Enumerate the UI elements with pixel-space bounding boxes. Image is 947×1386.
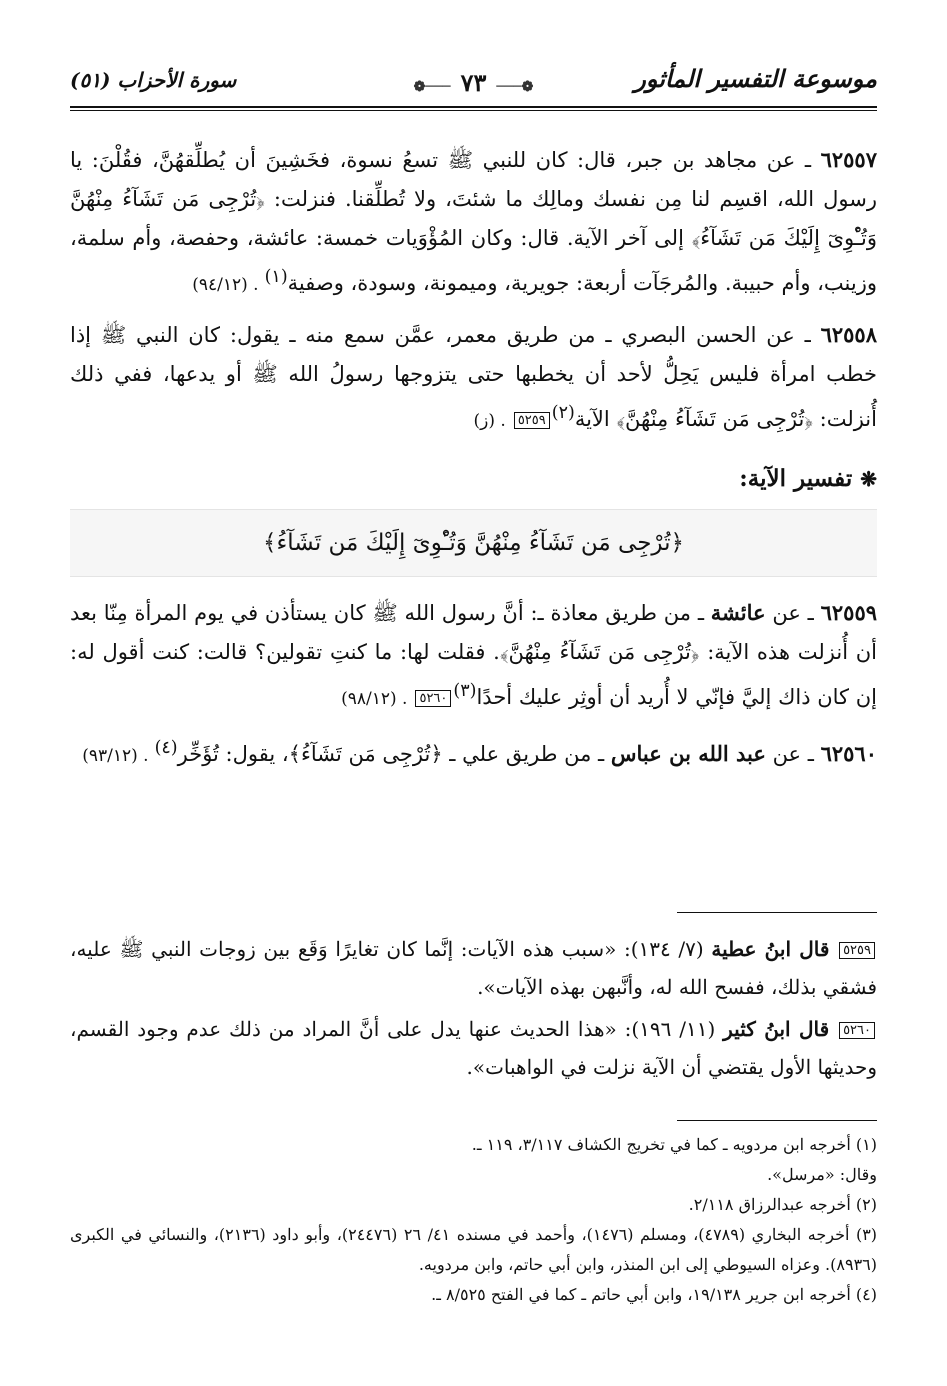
footnote-marker: (٢) bbox=[551, 403, 575, 423]
comment-author: قال ابنُ عطية bbox=[711, 937, 830, 961]
hadith-lead: ـ عن bbox=[772, 601, 814, 625]
comment-text: (١١/ ١٩٦): «هذا الحديث عنها يدل على أنَّ المراد من ذلك عدم وجود القسم، وحديثها الأول يقتضي أن الآية نزلت في الواهبات». bbox=[70, 1017, 877, 1079]
verse-text: ﴿تُرْجِى مَن تَشَآءُ مِنْهُنَّ وَتُـْٔوِىٓ إِلَيْكَ مَن تَشَآءُ﴾ bbox=[263, 530, 684, 556]
hadith-reference: . (٩٣/١٢) bbox=[82, 746, 149, 766]
hadith-text: ـ عن الحسن البصري ـ من طريق معمر، عمَّن سمع منه ـ يقول: كان النبي ﷺ إذا خطب امرأة فليس يَحِلُّ لأحد أن يخطبها حتى يتزوجها رسولُ الله ﷺ أو يدعها، ففي ذلك أُنزلت: ﴿تُرْجِى مَن تَشَآءُ مِنْهُنَّ﴾ الآية bbox=[70, 323, 877, 431]
hadith-number: ٦٢٥٥٧ bbox=[820, 147, 877, 172]
hadith-number: ٦٢٥٥٩ bbox=[820, 600, 878, 625]
main-text bbox=[70, 140, 877, 786]
section-heading bbox=[70, 465, 877, 505]
hadith-reference: . (٩٤/١٢) bbox=[192, 275, 259, 295]
flower-ornament-icon: ❋ bbox=[860, 467, 877, 491]
header-rule bbox=[70, 106, 877, 108]
footnote-3: (٣) أخرجه البخاري (٤٧٨٩)، ومسلم (١٤٧٦)، وأحمد في مسنده ٤١/ ٢٦ (٢٤٤٧٦)، وأبو داود (٢١٣٦)، والنسائي في الكبرى (٨٩٣٦). وعزاه السيوطي إلى ابن المنذر، وابن أبي حاتم، وابن مردويه. bbox=[70, 1225, 878, 1274]
ornament-right-icon: ───❁ bbox=[496, 79, 534, 95]
book-title: موسوعة التفسير المأثور bbox=[634, 64, 877, 93]
hadith-text: ـ عن مجاهد بن جبر، قال: كان للنبي ﷺ تسعُ نسوة، فخَشِينَ أن يُطلِّقهُنَّ، فقُلْنَ: يا رسول الله، اقسِم لنا مِن نفسك ومالِك ما شئتَ، ولا تُطلِّقنا. فنزلت: ﴿تُرْجِى مَن تَشَآءُ مِنْهُنَّ وَتُـْٔوِىٓ إِلَيْكَ مَن تَشَآءُ﴾ إلى آخر الآية. قال: وكان المُؤْوَيات خمسة: عائشة، وحفصة، وأم سلمة، وزينب، وأم حبيبة. والمُرجَآت أربعة: جويرية، وميمونة، وسودة، وصفية bbox=[70, 148, 877, 295]
footnote-2: (٢) أخرجه عبدالرزاق ٢/١١٨. bbox=[688, 1195, 877, 1214]
verse-banner bbox=[70, 509, 877, 577]
footnote-1: (١) أخرجه ابن مردويه ـ كما في تخريج الكشاف ٣/١١٧، ١١٩ ـ. bbox=[471, 1135, 877, 1154]
cross-reference-box[interactable]: ٥٢٥٩ bbox=[514, 412, 550, 429]
footnotes bbox=[70, 1130, 877, 1310]
page-number: ٧٣ bbox=[460, 68, 487, 97]
footnote-4: (٤) أخرجه ابن جرير ١٩/١٣٨، وابن أبي حاتم ـ كما في الفتح ٨/٥٢٥ ـ. bbox=[431, 1285, 877, 1304]
footnote-1-note: وقال: «مرسل». bbox=[767, 1165, 877, 1184]
narrator-name: عبد الله بن عباس bbox=[610, 741, 766, 766]
section-title: تفسير الآية: bbox=[739, 465, 853, 492]
comment-code-box: ٥٢٦٠ bbox=[839, 1022, 875, 1039]
footnote-marker: (٤) bbox=[154, 738, 178, 758]
hadith-62560 bbox=[70, 729, 877, 776]
comment-5260 bbox=[70, 1010, 877, 1086]
footnote-marker: (٣) bbox=[453, 681, 477, 701]
scholar-comments bbox=[70, 930, 877, 1090]
comments-separator bbox=[677, 912, 877, 913]
comment-text: (٧/ ١٣٤): «سبب هذه الآيات: إنَّما كان تغايرًا وَقَع بين زوجات النبي ﷺ عليه، فشقي بذلك، ففسح الله له، وأنَّبهن بهذه الآيات». bbox=[70, 937, 877, 999]
hadith-reference: . (ز) bbox=[473, 411, 506, 431]
comment-code-box: ٥٢٥٩ bbox=[839, 942, 875, 959]
hadith-number: ٦٢٥٦٠ bbox=[820, 741, 877, 766]
surah-title: سورة الأحزاب (٥١) bbox=[70, 68, 237, 92]
comment-5259 bbox=[70, 930, 877, 1006]
hadith-text: ـ من طريق علي ـ ﴿تُرْجِى مَن تَشَآءُ﴾، يقول: تُؤَخِّر bbox=[177, 742, 605, 766]
hadith-reference: . (٩٨/١٢) bbox=[341, 689, 408, 709]
hadith-62558 bbox=[70, 315, 877, 441]
comment-author: قال ابنُ كثير bbox=[723, 1017, 830, 1041]
hadith-62559 bbox=[70, 593, 877, 719]
footnote-marker: (١) bbox=[264, 267, 288, 287]
hadith-number: ٦٢٥٥٨ bbox=[820, 322, 877, 347]
hadith-lead: ـ عن bbox=[772, 742, 814, 766]
hadith-62557 bbox=[70, 140, 877, 305]
cross-reference-box[interactable]: ٥٢٦٠ bbox=[415, 690, 451, 707]
hadith-text: ـ من طريق معاذة ـ: أنَّ رسول الله ﷺ كان يستأذن في يوم المرأة مِنّا بعد أن أُنزلت هذه الآية: ﴿تُرْجِى مَن تَشَآءُ مِنْهُنَّ﴾. فقلت لها: ما كنتِ تقولين؟ قالت: كنت أقول له: إن كان ذاك إليَّ فإنّي لا أُريد أن أوثِر عليك أحدًا bbox=[70, 601, 877, 709]
narrator-name: عائشة bbox=[710, 600, 766, 625]
ornament-left-icon: ❁─── bbox=[413, 79, 451, 95]
footnotes-separator bbox=[677, 1120, 877, 1121]
page-header bbox=[70, 62, 877, 102]
header-rule-thin bbox=[70, 110, 877, 111]
